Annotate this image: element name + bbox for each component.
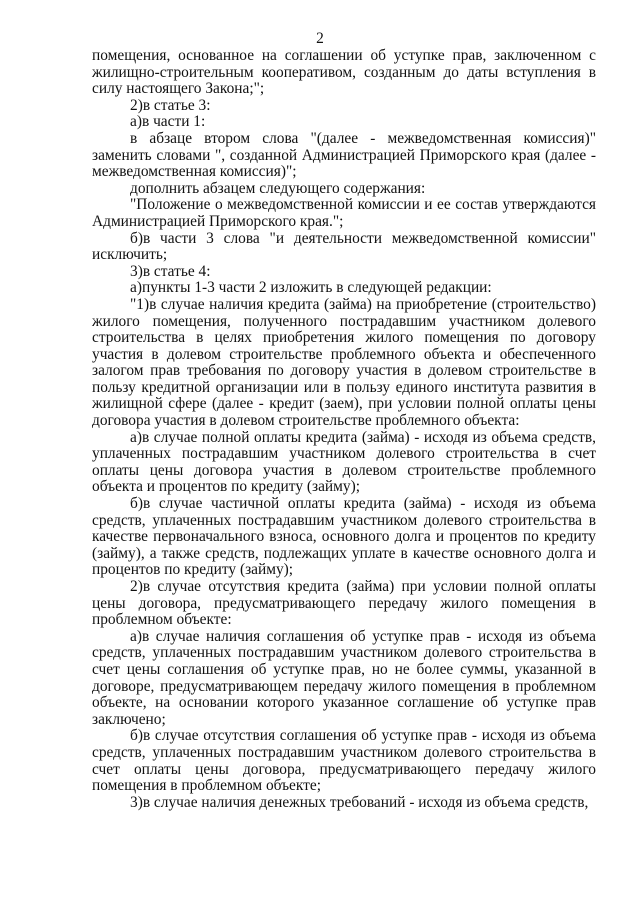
paragraph: "1)в случае наличия кредита (займа) на приобретение (строительство) жилого помещения, полученного пострадавшим участником долевого строительства в целях приобретения жилого помещения по договору участия в долевом строительстве проблемного объекта и обеспеченного залогом прав требования по договору участия в долевом строительстве в пользу кредитной организации или в пользу единого института развития в жилищной сфере (далее - кредит (заем), при условии полной оплаты цены договора участия в долевом строительстве проблемного объекта:	[92, 295, 596, 430]
paragraph: 2)в статье 3:	[130, 96, 211, 114]
paragraph: а)в случае полной оплаты кредита (займа) - исходя из объема средств, уплаченных пострадавшим участником долевого строительства в счет оплаты цены договора участия в долевом строительстве проблемного объекта и процентов по кредиту (займу);	[92, 428, 596, 496]
paragraph: "Положение о межведомственной комиссии и ее состав утверждаются Администрацией Приморского края.";	[92, 196, 596, 230]
paragraph: 3)в статье 4:	[130, 262, 211, 280]
paragraph: дополнить абзацем следующего содержания:	[130, 179, 426, 197]
document-body	[92, 48, 596, 811]
paragraph: б)в случае отсутствия соглашения об уступке прав - исходя из объема средств, уплаченных пострадавшим участником долевого строительства в счет оплаты цены договора, предусматривающего передачу жилого помещения в проблемном объекте;	[92, 727, 596, 795]
paragraph: 2)в случае отсутствия кредита (займа) при условии полной оплаты цены договора, предусматривающего передачу жилого помещения в проблемном объекте:	[92, 578, 596, 629]
paragraph: а)в случае наличия соглашения об уступке прав - исходя из объема средств, уплаченных пострадавшим участником долевого строительства в счет цены соглашения об уступке прав, но не более суммы, указанной в договоре, предусматривающем передачу жилого помещения в проблемном объекте, на основании которого указанное соглашение об уступке прав заключено;	[92, 627, 596, 728]
page-number: 2	[316, 30, 324, 47]
paragraph: помещения, основанное на соглашении об уступке прав, заключенном с жилищно-строительным кооперативом, созданным до даты вступления в силу настоящего Закона;";	[92, 47, 596, 98]
paragraph: б)в части 3 слова "и деятельности межведомственной комиссии" исключить;	[92, 229, 596, 264]
paragraph: в абзаце втором слова "(далее - межведомственная комиссия)" заменить словами ", созданной Администрацией Приморского края (далее - межведомственная комиссия)";	[92, 129, 596, 181]
paragraph: а)в части 1:	[130, 113, 206, 131]
paragraph: 3)в случае наличия денежных требований - исходя из объема средств,	[130, 793, 589, 811]
paragraph: б)в случае частичной оплаты кредита (займа) - исходя из объема средств, уплаченных пострадавшим участником долевого строительства в качестве первоначального взноса, основного долга и процентов по кредиту (займу), а также средств, подлежащих уплате в качестве основного долга и процентов по кредиту (займу);	[92, 495, 596, 579]
paragraph: а)пункты 1-3 части 2 изложить в следующей редакции:	[130, 279, 492, 297]
